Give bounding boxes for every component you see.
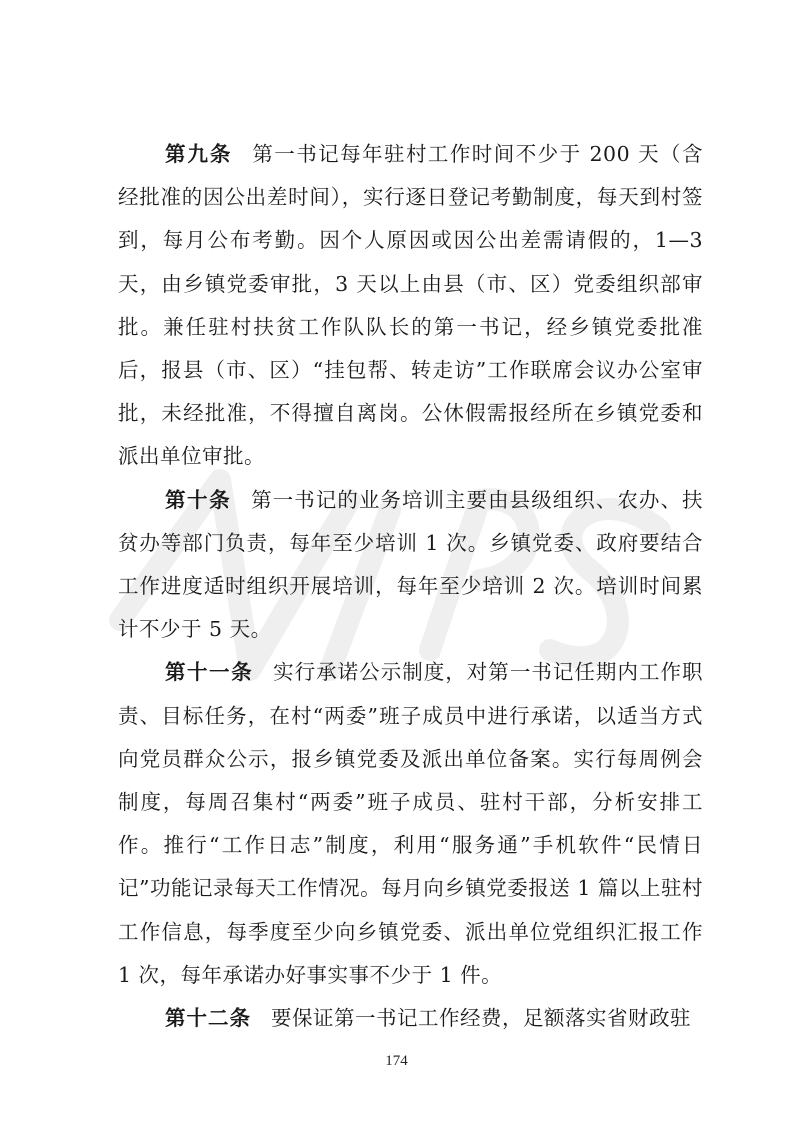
- article-paragraph: [118, 133, 703, 479]
- article-text: 第一书记的业务培训主要由县级组织、农办、扶贫办等部门负责，每年至少培训 1 次。乡镇党委、政府要结合工作进度适时组织开展培训，每年至少培训 2 次。培训时间累计不少于 5 天。: [118, 487, 704, 642]
- article-heading: 第十条: [165, 487, 232, 512]
- article-paragraph: [118, 479, 703, 652]
- article-heading: 第九条: [165, 142, 233, 166]
- article-text: 第一书记每年驻村工作时间不少于 200 天（含经批准的因公出差时间），实行逐日登记考勤制度，每天到村签到，每月公布考勤。因个人原因或因公出差需请假的，1—3 天，由乡镇党委审批，3 天以上由县（市、区）党委组织部审批。兼任驻村扶贫工作队队长的第一书记，经乡镇党委批准后，报县（市、区）“挂包帮、转走访”工作联席会议办公室审批，未经批准，不得擅自离岗。公休假需报经所在乡镇党委和派出单位审批。: [118, 142, 703, 469]
- article-heading: 第十二条: [165, 1006, 251, 1031]
- article-text: 实行承诺公示制度，对第一书记任期内工作职责、目标任务，在村“两委”班子成员中进行承诺，以适当方式向党员群众公示，报乡镇党委及派出单位备案。实行每周例会制度，每周召集村“两委”班子成员、驻村干部，分析安排工作。推行“工作日志”制度，利用“服务通”手机软件“民情日记”功能记录每天工作情况。每月向乡镇党委报送 1 篇以上驻村工作信息，每季度至少向乡镇党委、派出单位党组织汇报工作 1 次，每年承诺办好事实事不少于 1 件。: [118, 660, 704, 987]
- article-paragraph: [118, 997, 703, 1040]
- page-number: 174: [385, 1053, 408, 1069]
- article-body: [118, 133, 703, 1040]
- article-paragraph: [118, 651, 703, 997]
- article-text: 要保证第一书记工作经费，足额落实省财政驻: [271, 1006, 691, 1031]
- article-heading: 第十一条: [165, 660, 254, 685]
